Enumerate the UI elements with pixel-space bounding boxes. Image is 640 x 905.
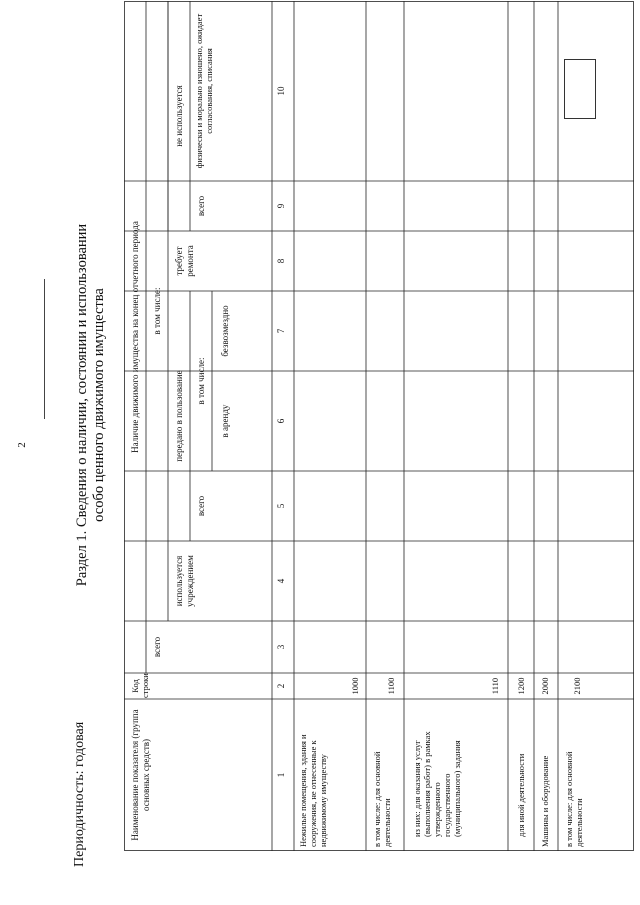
header-not-used: не используется [174, 85, 184, 147]
page-number: 2 [16, 442, 28, 448]
header-availability: Наличие движимого имущества на конец отчетного периода [130, 221, 140, 453]
header-not-used-total: всего [196, 195, 206, 217]
header-including: в том числе: [152, 287, 162, 335]
row-1000-name: Нежилые помещения, здания и сооружения, не отнесенные к недвижимому имуществу [298, 734, 328, 847]
col-num-5: 5 [276, 503, 286, 509]
section-title-line1: Раздел 1. Сведения о наличии, состоянии и использовании [74, 223, 90, 587]
title-rule [44, 279, 45, 419]
header-free-use: безвозмездно [220, 305, 230, 357]
col-num-9: 9 [276, 203, 286, 209]
col-num-6: 6 [276, 418, 286, 424]
data-table [124, 1, 634, 851]
col-num-1: 1 [276, 772, 286, 778]
row-1200-code: 1200 [516, 677, 526, 695]
row-1110-name: из них: для оказания услуг (выполнения работ) в рамках утвержденного государственного (муниципального) задания [412, 731, 462, 837]
header-transferred-total: всего [196, 495, 206, 517]
row-2100-name: в том числе: для основной деятельности [564, 751, 584, 847]
row-2100-code: 2100 [572, 677, 582, 695]
row-1100-code: 1100 [386, 677, 396, 695]
col-num-2: 2 [276, 683, 286, 689]
row-1100-name: в том числе: для основной деятельности [372, 751, 392, 847]
header-worn-out: физически и морально изношено, ожидает согласования, списания [194, 13, 214, 169]
section-title [74, 105, 108, 705]
col-num-4: 4 [276, 578, 286, 584]
row-1200-name: для иной деятельности [516, 753, 526, 837]
header-transferred: передано в пользование [174, 370, 184, 462]
header-code: Код строки [130, 673, 150, 698]
header-needs-repair: требует ремонта [174, 245, 195, 277]
row-2000-name: Машины и оборудование [540, 755, 550, 847]
row-1000-code: 1000 [350, 677, 360, 695]
section-title-line2: особо ценного движимого имущества [91, 288, 107, 522]
row-2000-code: 2000 [540, 677, 550, 695]
header-transferred-including: в том числе: [196, 357, 206, 405]
header-name: Наименование показателя (группа основных средств) [130, 709, 151, 841]
periodicity-label: Периодичность: годовая [72, 721, 87, 867]
col-num-3: 3 [276, 644, 286, 650]
col-num-10: 10 [276, 86, 286, 96]
header-total: всего [152, 636, 162, 658]
header-used-by-institution: используется учреждением [174, 555, 195, 607]
header-rent: в аренду [220, 404, 230, 438]
col-num-8: 8 [276, 258, 286, 264]
row-1110-code: 1110 [490, 677, 500, 695]
col-num-7: 7 [276, 328, 286, 334]
